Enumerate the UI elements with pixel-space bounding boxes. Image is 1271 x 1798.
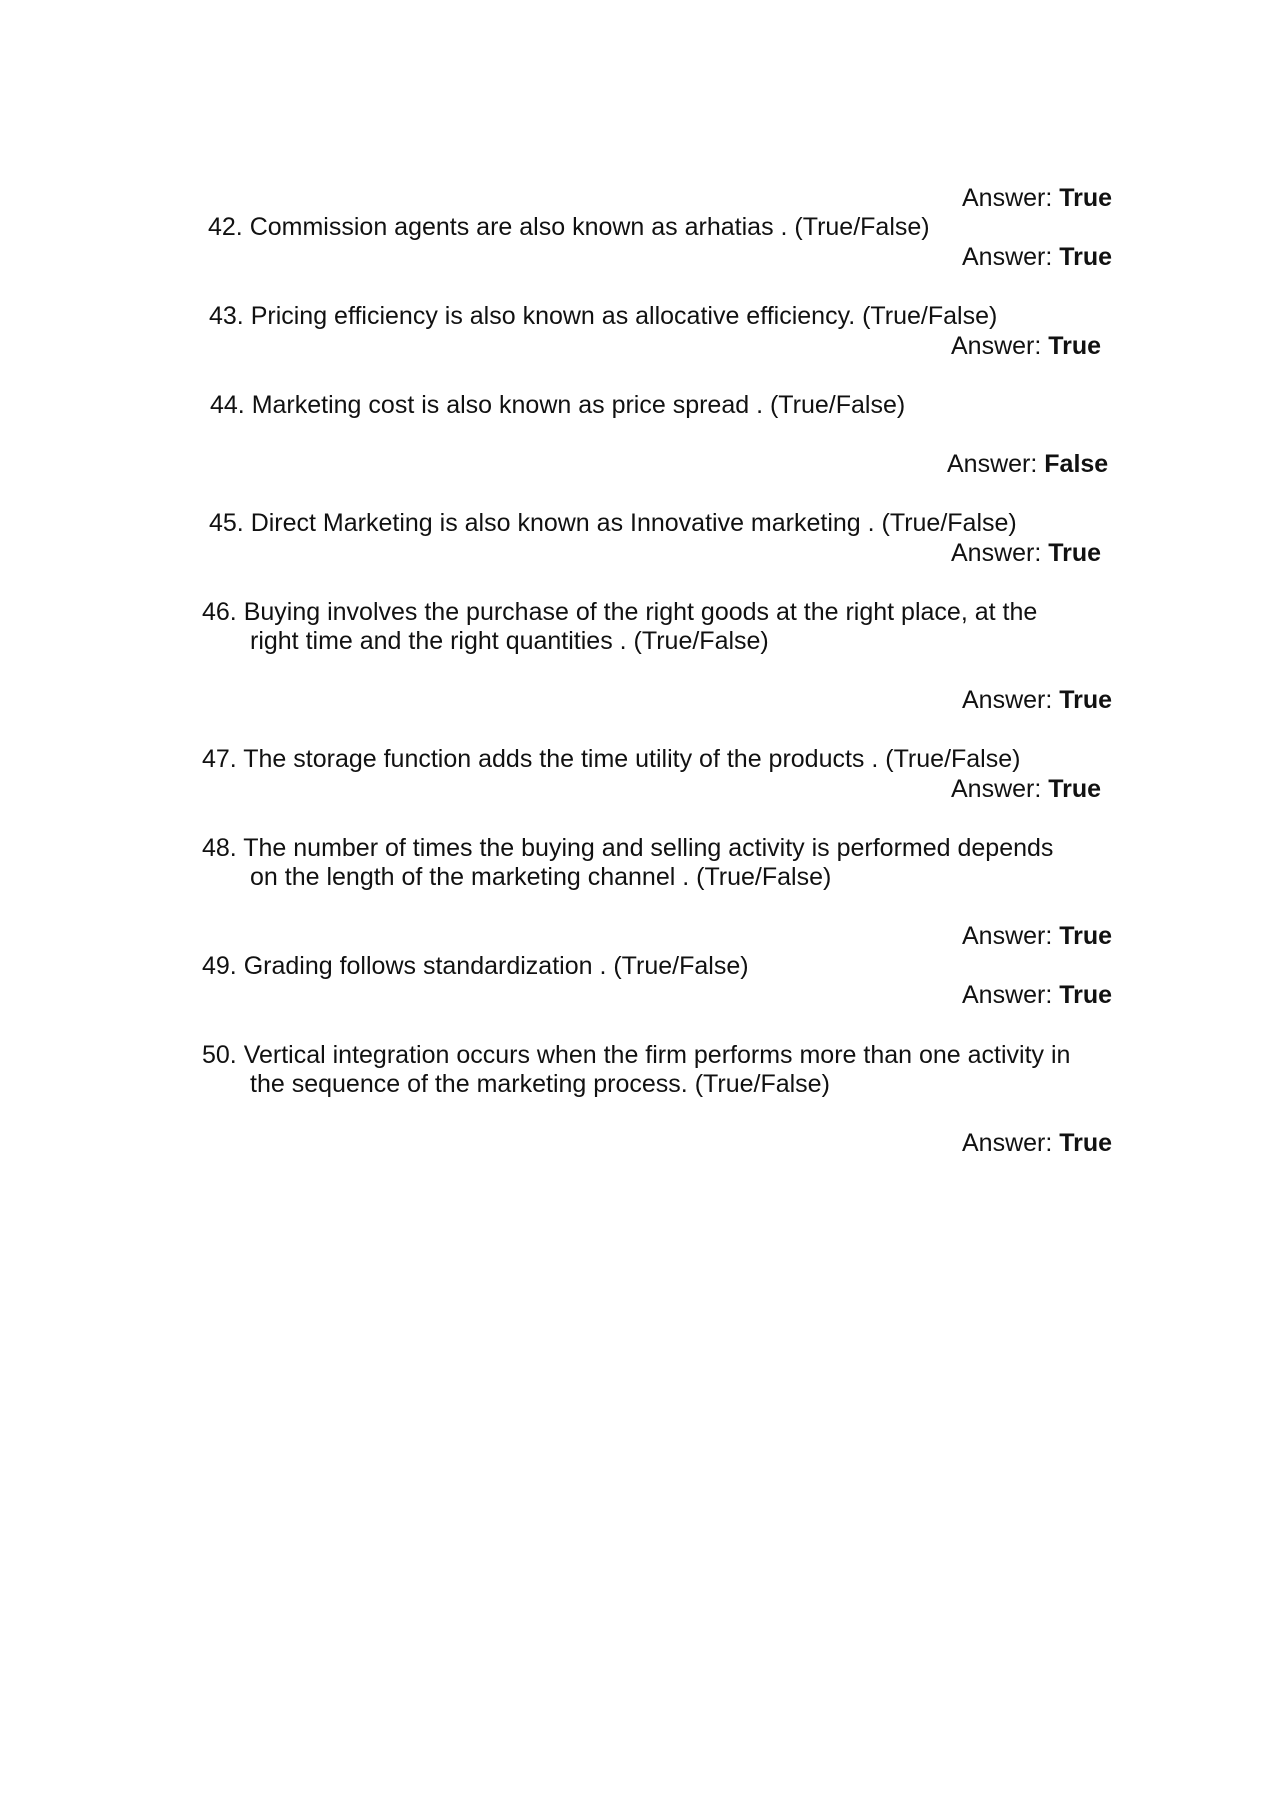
- answer-value: True: [1048, 775, 1102, 803]
- question-50-line-1: 50. Vertical integration occurs when the firm performs more than one activity in: [202, 1041, 1071, 1069]
- question-45: 45. Direct Marketing is also known as Innovative marketing . (True/False): [209, 509, 1017, 537]
- answer-value: True: [1059, 1129, 1113, 1157]
- answer-value: True: [1048, 332, 1102, 360]
- answer-value: True: [1059, 184, 1113, 212]
- question-46-line-1: 46. Buying involves the purchase of the right goods at the right place, at the: [202, 598, 1038, 626]
- answer-label: Answer:: [962, 686, 1053, 714]
- question-44: 44. Marketing cost is also known as price spread . (True/False): [210, 391, 906, 419]
- answer-value: True: [1059, 686, 1113, 714]
- answer-47: [951, 774, 1101, 804]
- answer-value: True: [1059, 243, 1113, 271]
- answer-44: [947, 449, 1108, 479]
- answer-label: Answer:: [951, 539, 1042, 567]
- answer-label: Answer:: [962, 243, 1053, 271]
- question-48-line-1: 48. The number of times the buying and selling activity is performed depends: [202, 834, 1054, 862]
- question-48-line-2: on the length of the marketing channel . (True/False): [250, 863, 832, 891]
- answer-42: [962, 242, 1112, 272]
- answer-value: False: [1044, 450, 1109, 478]
- question-49: 49. Grading follows standardization . (True/False): [202, 952, 749, 980]
- question-50-line-2: the sequence of the marketing process. (True/False): [250, 1070, 830, 1098]
- answer-48: [962, 921, 1112, 951]
- answer-value: True: [1059, 981, 1113, 1009]
- answer-label: Answer:: [962, 184, 1053, 212]
- answer-value: True: [1048, 539, 1102, 567]
- answer-label: Answer:: [962, 1129, 1053, 1157]
- question-46-line-2: right time and the right quantities . (True/False): [250, 627, 769, 655]
- answer-43: [951, 331, 1101, 361]
- answer-previous: [962, 183, 1112, 213]
- answer-label: Answer:: [962, 981, 1053, 1009]
- answer-value: True: [1059, 922, 1113, 950]
- answer-46: [962, 685, 1112, 715]
- question-43: 43. Pricing efficiency is also known as allocative efficiency. (True/False): [209, 302, 998, 330]
- answer-label: Answer:: [947, 450, 1038, 478]
- question-47: 47. The storage function adds the time utility of the products . (True/False): [202, 745, 1021, 773]
- question-42: 42. Commission agents are also known as arhatias . (True/False): [208, 213, 930, 241]
- answer-45: [951, 538, 1101, 568]
- answer-label: Answer:: [962, 922, 1053, 950]
- answer-50: [962, 1128, 1112, 1158]
- answer-49: [962, 980, 1112, 1010]
- answer-label: Answer:: [951, 332, 1042, 360]
- answer-label: Answer:: [951, 775, 1042, 803]
